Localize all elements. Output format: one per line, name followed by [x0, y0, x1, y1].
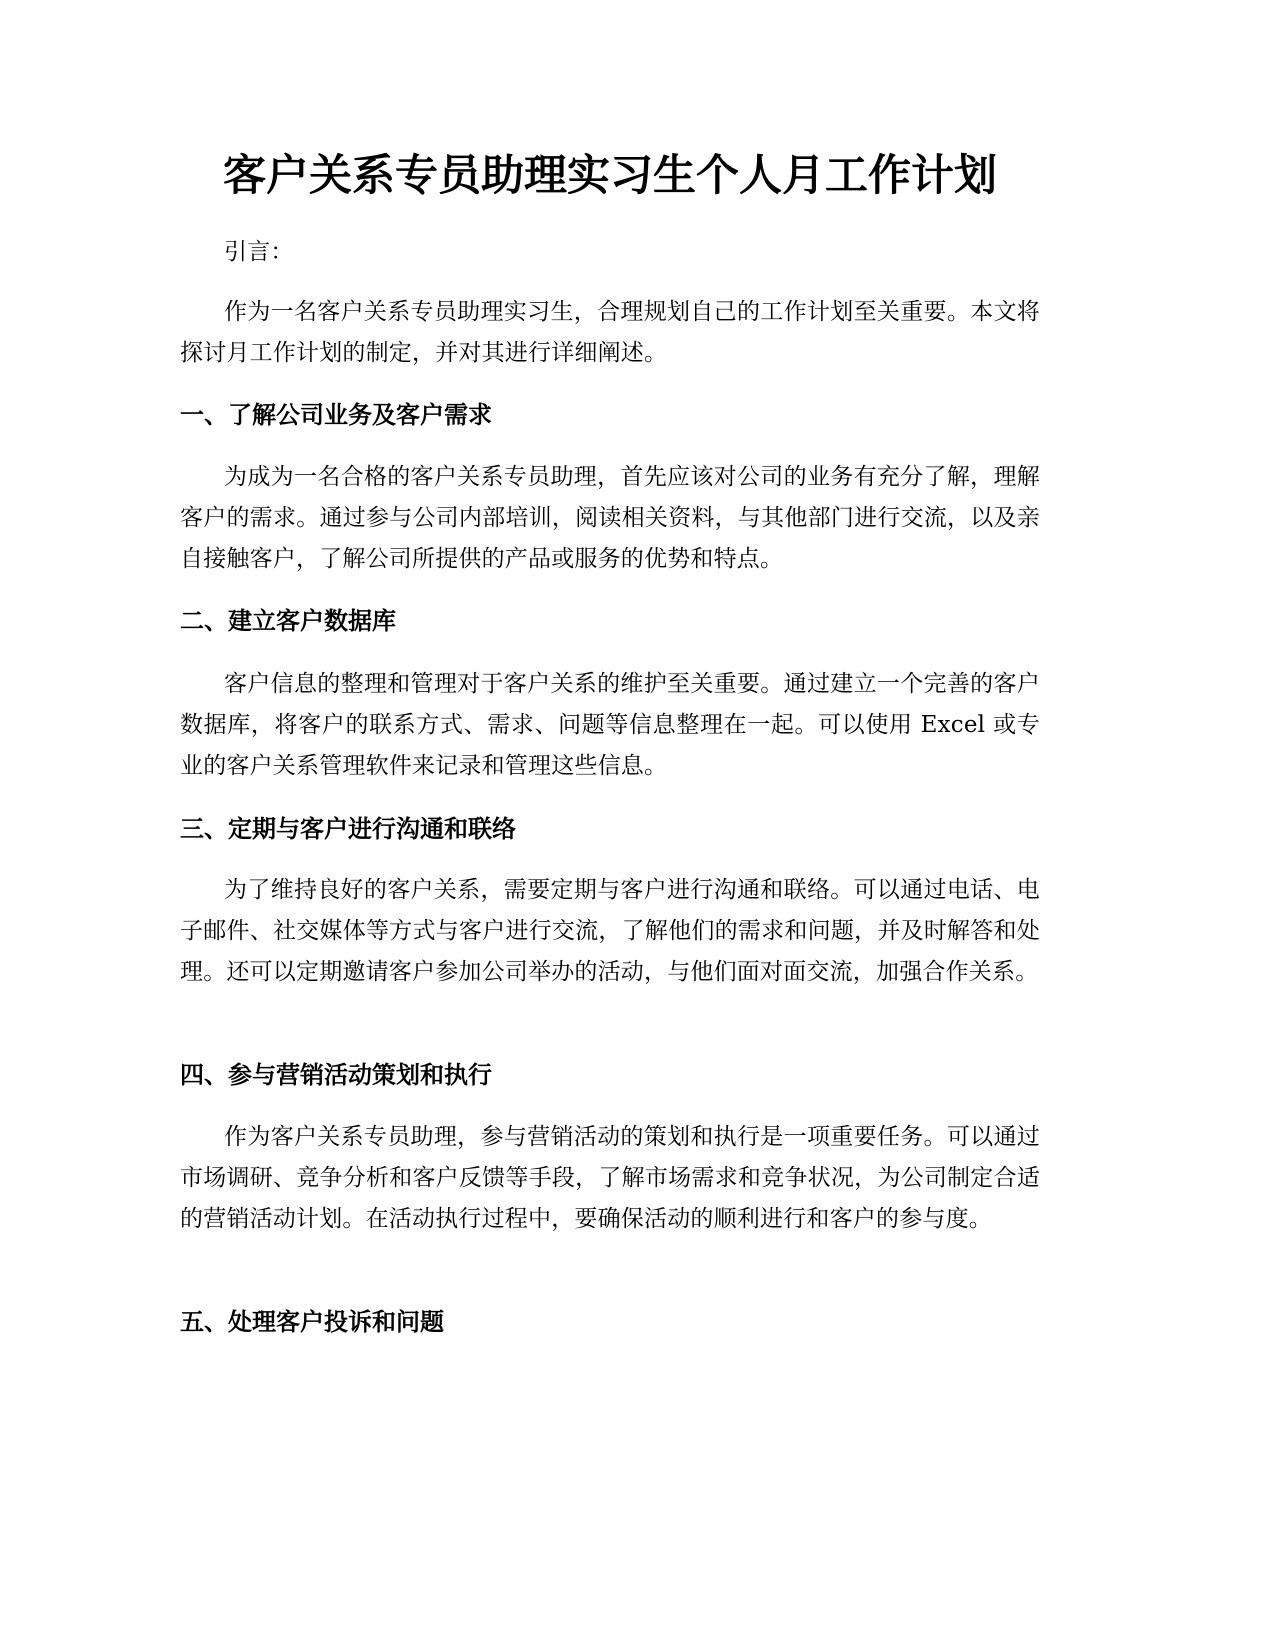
section-heading-5: 五、处理客户投诉和问题 — [180, 1308, 444, 1336]
section-body-1: 为成为一名合格的客户关系专员助理，首先应该对公司的业务有充分了解，理解客户的需求。通过参与公司内部培训，阅读相关资料，与其他部门进行交流，以及亲自接触客户，了解公司所提供的产品或服务的优势和特点。 — [180, 464, 1040, 572]
section-body-3: 为了维持良好的客户关系，需要定期与客户进行沟通和联络。可以通过电话、电子邮件、社交媒体等方式与客户进行交流，了解他们的需求和问题，并及时解答和处理。还可以定期邀请客户参加公司举办的活动，与他们面对面交流，加强合作关系。 — [180, 877, 1040, 985]
intro-paragraph: 作为一名客户关系专员助理实习生，合理规划自己的工作计划至关重要。本文将探讨月工作计划的制定，并对其进行详细阐述。 — [180, 299, 1040, 366]
section-heading-2: 二、建立客户数据库 — [180, 607, 396, 635]
section-body-2: 客户信息的整理和管理对于客户关系的维护至关重要。通过建立一个完善的客户数据库，将客户的联系方式、需求、问题等信息整理在一起。可以使用 Excel 或专业的客户关系管理软件来记录和管理这些信息。 — [180, 671, 1040, 779]
section-heading-1: 一、了解公司业务及客户需求 — [180, 401, 492, 429]
section-heading-3: 三、定期与客户进行沟通和联络 — [180, 815, 516, 843]
section-heading-4: 四、参与营销活动策划和执行 — [180, 1061, 492, 1089]
section-body-4: 作为客户关系专员助理，参与营销活动的策划和执行是一项重要任务。可以通过市场调研、竞争分析和客户反馈等手段，了解市场需求和竞争状况，为公司制定合适的营销活动计划。在活动执行过程中，要确保活动的顺利进行和客户的参与度。 — [180, 1124, 1040, 1232]
document-page — [180, 0, 1040, 1650]
page-title: 客户关系专员助理实习生个人月工作计划 — [223, 151, 997, 201]
intro-label: 引言： — [224, 239, 294, 265]
